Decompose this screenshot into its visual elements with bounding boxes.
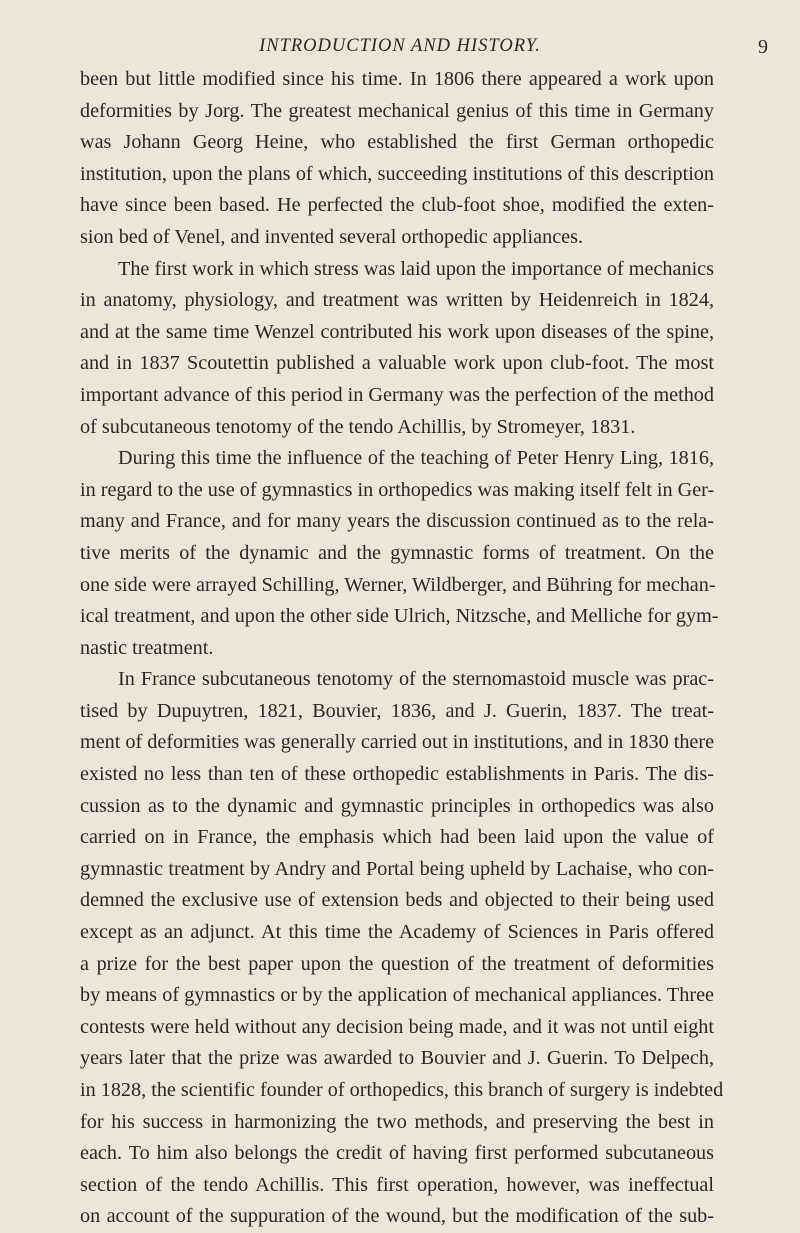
text-line: one side were arrayed Schilling, Werner, Wildberger, and Bühring for mechan- <box>80 573 716 596</box>
text-line: and in 1837 Scoutettin published a valuable work upon club-foot. The most <box>80 352 714 375</box>
text-line: cussion as to the dynamic and gymnastic principles in orthopedics was also <box>80 794 714 817</box>
text-line: ical treatment, and upon the other side Ulrich, Nitzsche, and Melliche for gym- <box>80 605 719 628</box>
text-line: and at the same time Wenzel contributed his work upon diseases of the spine, <box>80 320 714 343</box>
text-line: tised by Dupuytren, 1821, Bouvier, 1836, and J. Guerin, 1837. The treat- <box>80 699 714 722</box>
paragraph-end-line: sion bed of Venel, and invented several orthopedic appliances. <box>80 225 584 248</box>
paragraph-start-line: During this time the influence of the teaching of Peter Henry Ling, 1816, <box>118 447 714 470</box>
text-line: carried on in France, the emphasis which had been laid upon the value of <box>80 826 714 849</box>
text-line: contests were held without any decision being made, and it was not until eight <box>80 1015 714 1038</box>
text-line: existed no less than ten of these orthopedic establishments in Paris. The dis- <box>80 763 714 786</box>
text-line: gymnastic treatment by Andry and Portal being upheld by Lachaise, who con- <box>80 857 714 880</box>
text-line: in regard to the use of gymnastics in orthopedics was making itself felt in Ger- <box>80 478 715 501</box>
text-line: many and France, and for many years the discussion continued as to the rela- <box>80 510 714 533</box>
page-number: 9 <box>758 36 768 58</box>
paragraph-end-line: nastic treatment. <box>80 636 214 659</box>
text-line: demned the exclusive use of extension beds and objected to their being used <box>80 889 714 912</box>
text-line: years later that the prize was awarded to Bouvier and J. Guerin. To Delpech, <box>80 1047 714 1070</box>
text-line: a prize for the best paper upon the question of the treatment of deformities <box>80 952 714 975</box>
text-line: ment of deformities was generally carried out in institutions, and in 1830 there <box>80 731 715 754</box>
text-line: tive merits of the dynamic and the gymnastic forms of treatment. On the <box>80 541 714 564</box>
running-head <box>0 36 800 60</box>
text-line: in 1828, the scientific founder of orthopedics, this branch of surgery is indebted <box>80 1079 724 1101</box>
text-line: each. To him also belongs the credit of having first performed subcutaneous <box>80 1142 714 1165</box>
paragraph-start-line: The first work in which stress was laid upon the importance of mechanics <box>118 257 714 280</box>
paragraph-end-line: of subcutaneous tenotomy of the tendo Achillis, by Stromeyer, 1831. <box>80 415 636 438</box>
text-line: section of the tendo Achillis. This first operation, however, was ineffectual <box>80 1173 714 1196</box>
text-line: except as an adjunct. At this time the Academy of Sciences in Paris offered <box>80 921 714 944</box>
text-line: important advance of this period in Germany was the perfection of the method <box>80 383 714 406</box>
text-line: in anatomy, physiology, and treatment was written by Heidenreich in 1824, <box>80 289 714 312</box>
text-line: by means of gymnastics or by the application of mechanical appliances. Three <box>80 984 714 1007</box>
text-line: for his success in harmonizing the two methods, and preserving the best in <box>80 1110 714 1133</box>
text-line: been but little modified since his time. In 1806 there appeared a work upon <box>80 68 714 90</box>
text-line: deformities by Jorg. The greatest mechanical genius of this time in Germany <box>80 99 714 122</box>
running-title: INTRODUCTION AND HISTORY. <box>259 36 541 56</box>
text-line: have since been based. He perfected the club-foot shoe, modified the exten- <box>80 194 714 217</box>
paragraph-start-line: In France subcutaneous tenotomy of the sternomastoid muscle was prac- <box>118 668 714 691</box>
text-line: was Johann Georg Heine, who established the first German orthopedic <box>80 131 714 154</box>
text-line: institution, upon the plans of which, succeeding institutions of this description <box>80 162 714 185</box>
body-text <box>80 64 724 1233</box>
text-line: on account of the suppuration of the wound, but the modification of the sub- <box>80 1205 714 1228</box>
